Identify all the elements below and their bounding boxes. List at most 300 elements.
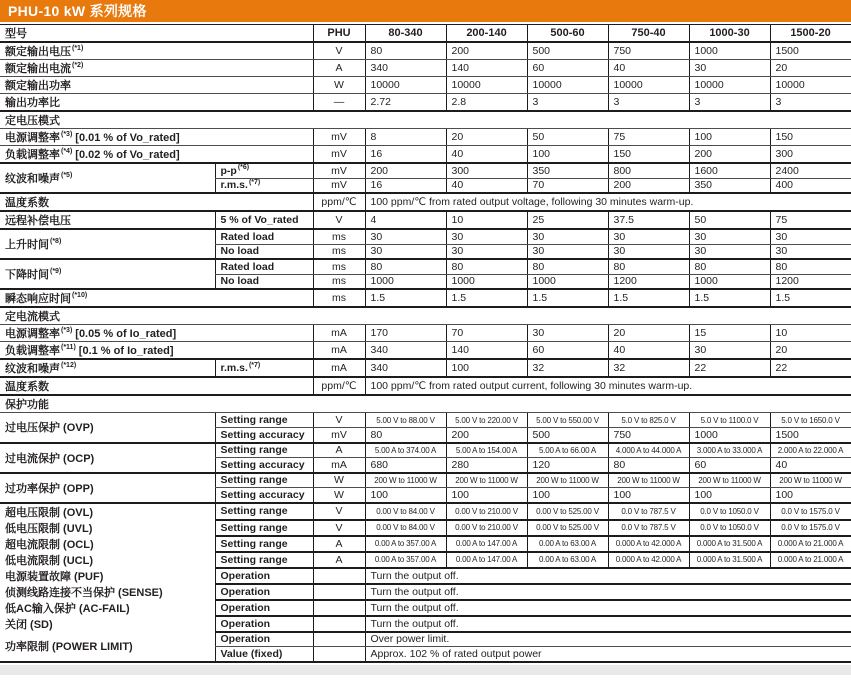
- page-footer-strip: [0, 665, 851, 675]
- spec-value: 60: [527, 342, 608, 360]
- spec-unit: mV: [313, 146, 365, 164]
- model-column-header: 500-60: [527, 25, 608, 43]
- spec-value: 10000: [770, 77, 851, 94]
- spec-value: 1.5: [608, 289, 689, 307]
- spec-unit: V: [313, 520, 365, 536]
- spec-unit: [313, 600, 365, 616]
- spec-value: 80: [365, 428, 446, 443]
- spec-value: 300: [446, 163, 527, 178]
- spec-table: [0, 24, 851, 663]
- spec-value: 60: [689, 458, 770, 473]
- spec-label: 输出功率比: [0, 94, 313, 112]
- spec-sublabel: Operation: [215, 600, 313, 616]
- spec-value: 0.00 V to 525.00 V: [527, 503, 608, 520]
- spec-value: 80: [365, 259, 446, 274]
- model-header-row: [0, 25, 851, 43]
- spec-value: 5.00 V to 220.00 V: [446, 413, 527, 428]
- spec-value: 25: [527, 211, 608, 229]
- spec-value: 70: [446, 325, 527, 342]
- spec-value: 0.00 A to 147.00 A: [446, 552, 527, 568]
- spec-unit: ppm/℃: [313, 377, 365, 395]
- spec-row: [0, 413, 851, 428]
- spec-label: 额定输出电压$^{(*1)}$: [0, 42, 313, 60]
- spec-row: [0, 503, 851, 520]
- spec-value: 100: [608, 488, 689, 503]
- spec-label: 过电压保护 (OVP): [0, 413, 215, 443]
- spec-value: 750: [608, 428, 689, 443]
- spec-row: [0, 359, 851, 377]
- spec-label: 负载调整率$^{(*11)}$ [0.1 % of Io_rated]: [0, 342, 313, 360]
- spec-value: 20: [608, 325, 689, 342]
- spec-value: 4.000 A to 44.000 A: [608, 443, 689, 458]
- spec-row: [0, 193, 851, 211]
- title-bar: [0, 0, 851, 22]
- spec-value: 0.000 A to 42.000 A: [608, 536, 689, 552]
- spec-value: 3: [608, 94, 689, 112]
- spec-value: 170: [365, 325, 446, 342]
- spec-value: 3: [527, 94, 608, 112]
- spec-unit: mV: [313, 129, 365, 146]
- spec-value: 0.00 V to 210.00 V: [446, 520, 527, 536]
- spec-sublabel: Operation: [215, 568, 313, 584]
- spec-sublabel: No load: [215, 274, 313, 289]
- spec-value: 0.0 V to 1575.0 V: [770, 520, 851, 536]
- spec-value: 1000: [689, 428, 770, 443]
- spec-value: 40: [608, 60, 689, 77]
- spec-unit: mA: [313, 325, 365, 342]
- section-label: 定电流模式: [0, 307, 851, 325]
- spec-value: 20: [446, 129, 527, 146]
- spec-value: 200: [365, 163, 446, 178]
- spec-unit: V: [313, 211, 365, 229]
- spec-value-span: 100 ppm/℃ from rated output voltage, following 30 minutes warm-up.: [365, 193, 851, 211]
- spec-value-span: Over power limit.: [365, 632, 851, 647]
- spec-row: [0, 632, 851, 647]
- spec-value: 200 W to 11000 W: [446, 473, 527, 488]
- spec-label: 纹波和噪声$^{(*12)}$: [0, 359, 215, 377]
- spec-value: 0.000 A to 31.500 A: [689, 552, 770, 568]
- spec-value: 0.0 V to 787.5 V: [608, 503, 689, 520]
- spec-row: [0, 77, 851, 94]
- spec-label: 纹波和噪声$^{(*5)}$: [0, 163, 215, 193]
- spec-label: 低AC输入保护 (AC-FAIL): [5, 602, 130, 615]
- spec-sublabel: No load: [215, 244, 313, 259]
- spec-value: 30: [446, 244, 527, 259]
- spec-value: 1000: [689, 274, 770, 289]
- spec-value: 0.00 A to 63.00 A: [527, 536, 608, 552]
- spec-value: 680: [365, 458, 446, 473]
- spec-value: 80: [446, 259, 527, 274]
- spec-sublabel: r.m.s.$^{(*7)}$: [215, 178, 313, 193]
- spec-value: 2.8: [446, 94, 527, 112]
- spec-unit: ms: [313, 229, 365, 244]
- spec-label: 温度系数: [0, 377, 313, 395]
- spec-row: [0, 42, 851, 60]
- spec-value: 10: [770, 325, 851, 342]
- spec-unit: [313, 616, 365, 632]
- spec-row: [0, 473, 851, 488]
- spec-value: 0.00 A to 63.00 A: [527, 552, 608, 568]
- spec-row: [0, 94, 851, 112]
- spec-label: 远程补偿电压: [0, 211, 215, 229]
- spec-value: 5.0 V to 1100.0 V: [689, 413, 770, 428]
- spec-value: 280: [446, 458, 527, 473]
- spec-value: 500: [527, 428, 608, 443]
- spec-row: [0, 259, 851, 274]
- spec-value: 140: [446, 342, 527, 360]
- spec-value-span: Turn the output off.: [365, 616, 851, 632]
- spec-unit: mV: [313, 178, 365, 193]
- spec-value: 1500: [770, 428, 851, 443]
- spec-value: 500: [527, 42, 608, 60]
- spec-value: 80: [608, 259, 689, 274]
- spec-unit: ppm/℃: [313, 193, 365, 211]
- spec-label: 电源调整率$^{(*3)}$ [0.05 % of Io_rated]: [0, 325, 313, 342]
- spec-value: 0.0 V to 1575.0 V: [770, 503, 851, 520]
- spec-value: 8: [365, 129, 446, 146]
- spec-row: [0, 520, 851, 536]
- spec-value: 30: [608, 244, 689, 259]
- model-column-header: 1500-20: [770, 25, 851, 43]
- spec-value: 50: [527, 129, 608, 146]
- spec-value: 3: [689, 94, 770, 112]
- spec-label: 负载调整率$^{(*4)}$ [0.02 % of Vo_rated]: [0, 146, 313, 164]
- spec-label: 关闭 (SD): [5, 618, 53, 631]
- spec-label: 电源装置故障 (PUF): [5, 570, 104, 583]
- spec-value: 100: [527, 488, 608, 503]
- spec-label: 超电压限制 (OVL): [5, 506, 93, 519]
- spec-value-span: Turn the output off.: [365, 568, 851, 584]
- spec-row: [0, 552, 851, 568]
- spec-value: 30: [770, 229, 851, 244]
- spec-value: 150: [608, 146, 689, 164]
- spec-label: 功率限制 (POWER LIMIT): [5, 641, 133, 653]
- spec-label: 额定输出电流$^{(*2)}$: [0, 60, 313, 77]
- spec-label: 额定输出功率: [0, 77, 313, 94]
- spec-value: 0.00 A to 357.00 A: [365, 552, 446, 568]
- spec-value-span: 100 ppm/℃ from rated output current, following 30 minutes warm-up.: [365, 377, 851, 395]
- spec-row: [0, 60, 851, 77]
- spec-value: 30: [770, 244, 851, 259]
- spec-value: 5.00 V to 550.00 V: [527, 413, 608, 428]
- spec-value: 1000: [689, 42, 770, 60]
- spec-row: [0, 536, 851, 552]
- spec-sublabel: Setting range: [215, 552, 313, 568]
- spec-value: 30: [608, 229, 689, 244]
- spec-row: [0, 325, 851, 342]
- spec-unit: W: [313, 473, 365, 488]
- spec-value: 50: [689, 211, 770, 229]
- spec-value: 80: [689, 259, 770, 274]
- spec-value: 200 W to 11000 W: [608, 473, 689, 488]
- spec-value-span: Approx. 102 % of rated output power: [365, 647, 851, 662]
- spec-value: 40: [446, 178, 527, 193]
- series-name: PHU: [313, 25, 365, 43]
- spec-unit: mA: [313, 342, 365, 360]
- spec-value: 3: [770, 94, 851, 112]
- spec-row: [0, 584, 851, 600]
- spec-sublabel: p-p$^{(*6)}$: [215, 163, 313, 178]
- spec-unit: A: [313, 536, 365, 552]
- model-column-header: 80-340: [365, 25, 446, 43]
- spec-value: 100: [689, 488, 770, 503]
- spec-unit: ms: [313, 289, 365, 307]
- spec-value: 37.5: [608, 211, 689, 229]
- spec-value: 200: [608, 178, 689, 193]
- spec-value: 0.00 A to 357.00 A: [365, 536, 446, 552]
- spec-row: [0, 163, 851, 178]
- spec-value: 3.000 A to 33.000 A: [689, 443, 770, 458]
- spec-value: 100: [689, 129, 770, 146]
- spec-value: 10: [446, 211, 527, 229]
- spec-value: 40: [770, 458, 851, 473]
- spec-value: 1000: [527, 274, 608, 289]
- spec-label: 侦测线路连接不当保护 (SENSE): [5, 586, 163, 599]
- spec-value: 2.72: [365, 94, 446, 112]
- spec-value: 100: [770, 488, 851, 503]
- spec-label: 低电压限制 (UVL): [5, 522, 93, 535]
- spec-row: [0, 568, 851, 584]
- page-title: PHU-10 kW 系列规格: [8, 3, 147, 19]
- spec-value: 200 W to 11000 W: [527, 473, 608, 488]
- spec-value: 10000: [527, 77, 608, 94]
- spec-value: 75: [770, 211, 851, 229]
- spec-value: 30: [365, 244, 446, 259]
- spec-value: 0.0 V to 787.5 V: [608, 520, 689, 536]
- spec-row: [0, 289, 851, 307]
- spec-sublabel: Operation: [215, 616, 313, 632]
- spec-unit: mA: [313, 359, 365, 377]
- spec-value: 32: [608, 359, 689, 377]
- spec-unit: —: [313, 94, 365, 112]
- spec-value: 0.0 V to 1050.0 V: [689, 520, 770, 536]
- spec-row: [0, 377, 851, 395]
- section-row: [0, 111, 851, 129]
- spec-sublabel: Setting range: [215, 520, 313, 536]
- spec-value: 10000: [689, 77, 770, 94]
- spec-value: 5.0 V to 1650.0 V: [770, 413, 851, 428]
- spec-value: 80: [527, 259, 608, 274]
- spec-value: 20: [770, 342, 851, 360]
- spec-value: 32: [527, 359, 608, 377]
- spec-value: 200 W to 11000 W: [689, 473, 770, 488]
- spec-value: 300: [770, 146, 851, 164]
- spec-value: 0.00 V to 525.00 V: [527, 520, 608, 536]
- spec-value: 30: [365, 229, 446, 244]
- spec-unit: mV: [313, 428, 365, 443]
- spec-value: 1.5: [446, 289, 527, 307]
- spec-value: 340: [365, 60, 446, 77]
- spec-value: 10000: [608, 77, 689, 94]
- spec-value: 0.000 A to 42.000 A: [608, 552, 689, 568]
- spec-value: 75: [608, 129, 689, 146]
- spec-value: 15: [689, 325, 770, 342]
- spec-value: 30: [446, 229, 527, 244]
- spec-unit: mA: [313, 458, 365, 473]
- spec-value: 80: [770, 259, 851, 274]
- spec-value: 80: [608, 458, 689, 473]
- model-header-label: 型号: [0, 25, 313, 43]
- spec-row: [0, 129, 851, 146]
- spec-sublabel: Operation: [215, 632, 313, 647]
- spec-unit: mV: [313, 163, 365, 178]
- spec-value: 1000: [365, 274, 446, 289]
- spec-sublabel: Setting range: [215, 503, 313, 520]
- spec-value: 100: [446, 359, 527, 377]
- spec-unit: V: [313, 413, 365, 428]
- spec-label: 低电流限制 (UCL): [5, 554, 93, 567]
- spec-unit: V: [313, 42, 365, 60]
- spec-label: 电源调整率$^{(*3)}$ [0.01 % of Vo_rated]: [0, 129, 313, 146]
- section-label: 保护功能: [0, 395, 851, 413]
- spec-sublabel: Rated load: [215, 229, 313, 244]
- spec-value: 5.00 A to 374.00 A: [365, 443, 446, 458]
- spec-sublabel: Setting range: [215, 473, 313, 488]
- spec-value: 1.5: [365, 289, 446, 307]
- spec-unit: W: [313, 77, 365, 94]
- spec-sublabel: Setting accuracy: [215, 458, 313, 473]
- spec-value: 10000: [365, 77, 446, 94]
- spec-value: 16: [365, 178, 446, 193]
- spec-sublabel: Operation: [215, 584, 313, 600]
- spec-value: 30: [527, 244, 608, 259]
- spec-value: 0.000 A to 21.000 A: [770, 536, 851, 552]
- spec-unit: A: [313, 443, 365, 458]
- spec-value: 40: [608, 342, 689, 360]
- spec-value: 0.0 V to 1050.0 V: [689, 503, 770, 520]
- spec-value: 20: [770, 60, 851, 77]
- spec-value: 80: [365, 42, 446, 60]
- model-column-header: 1000-30: [689, 25, 770, 43]
- spec-row: [0, 146, 851, 164]
- spec-value: 400: [770, 178, 851, 193]
- spec-value: 1000: [446, 274, 527, 289]
- spec-row: [0, 616, 851, 632]
- spec-row: [0, 211, 851, 229]
- spec-value: 30: [689, 229, 770, 244]
- spec-table-body: [0, 42, 851, 662]
- spec-value: 5.0 V to 825.0 V: [608, 413, 689, 428]
- spec-value: 70: [527, 178, 608, 193]
- spec-label: 过电流保护 (OCP): [0, 443, 215, 473]
- spec-value: 2.000 A to 22.000 A: [770, 443, 851, 458]
- spec-unit: [313, 632, 365, 647]
- spec-value: 5.00 V to 88.00 V: [365, 413, 446, 428]
- spec-value: 150: [770, 129, 851, 146]
- spec-value: 750: [608, 42, 689, 60]
- spec-sublabel: 5 % of Vo_rated: [215, 211, 313, 229]
- spec-value: 120: [527, 458, 608, 473]
- spec-sublabel: Rated load: [215, 259, 313, 274]
- spec-value: 0.00 V to 210.00 V: [446, 503, 527, 520]
- spec-value: 0.00 V to 84.00 V: [365, 520, 446, 536]
- spec-value: 140: [446, 60, 527, 77]
- spec-sublabel: Value (fixed): [215, 647, 313, 662]
- spec-value: 30: [689, 244, 770, 259]
- spec-sublabel: Setting range: [215, 413, 313, 428]
- spec-value: 0.000 A to 21.000 A: [770, 552, 851, 568]
- spec-value: 200: [446, 42, 527, 60]
- spec-value: 22: [689, 359, 770, 377]
- spec-value: 1.5: [527, 289, 608, 307]
- spec-value: 350: [527, 163, 608, 178]
- spec-value: 1500: [770, 42, 851, 60]
- spec-unit: W: [313, 488, 365, 503]
- spec-value: 10000: [446, 77, 527, 94]
- spec-value: 1600: [689, 163, 770, 178]
- spec-unit: ms: [313, 244, 365, 259]
- spec-unit: V: [313, 503, 365, 520]
- spec-row: [0, 229, 851, 244]
- section-row: [0, 395, 851, 413]
- spec-value-span: Turn the output off.: [365, 584, 851, 600]
- spec-value: 200 W to 11000 W: [770, 473, 851, 488]
- section-row: [0, 307, 851, 325]
- spec-value: 5.00 A to 154.00 A: [446, 443, 527, 458]
- spec-value: 200: [689, 146, 770, 164]
- spec-unit: A: [313, 552, 365, 568]
- spec-value: 1.5: [770, 289, 851, 307]
- spec-row: [0, 342, 851, 360]
- spec-value: 5.00 A to 66.00 A: [527, 443, 608, 458]
- spec-value: 4: [365, 211, 446, 229]
- spec-label: 过功率保护 (OPP): [0, 473, 215, 503]
- spec-value: 30: [689, 60, 770, 77]
- spec-value: 100: [365, 488, 446, 503]
- spec-label: 温度系数: [0, 193, 313, 211]
- spec-value: 800: [608, 163, 689, 178]
- spec-value: 100: [446, 488, 527, 503]
- spec-row: [0, 600, 851, 616]
- spec-unit: [313, 568, 365, 584]
- spec-value: 0.000 A to 31.500 A: [689, 536, 770, 552]
- spec-value: 60: [527, 60, 608, 77]
- spec-unit: A: [313, 60, 365, 77]
- spec-value: 200 W to 11000 W: [365, 473, 446, 488]
- spec-unit: [313, 647, 365, 662]
- spec-value: 1200: [608, 274, 689, 289]
- spec-value: 2400: [770, 163, 851, 178]
- spec-label: 上升时间$^{(*8)}$: [0, 229, 215, 259]
- spec-value: 30: [527, 229, 608, 244]
- spec-label: 瞬态响应时间$^{(*10)}$: [0, 289, 313, 307]
- spec-value: 340: [365, 359, 446, 377]
- spec-label: 超电流限制 (OCL): [5, 538, 94, 551]
- spec-value: 350: [689, 178, 770, 193]
- spec-value: 30: [689, 342, 770, 360]
- spec-row: [0, 443, 851, 458]
- spec-sublabel: Setting range: [215, 536, 313, 552]
- spec-value: 100: [527, 146, 608, 164]
- spec-value: 340: [365, 342, 446, 360]
- spec-value: 30: [527, 325, 608, 342]
- spec-unit: ms: [313, 274, 365, 289]
- spec-value: 1.5: [689, 289, 770, 307]
- spec-sublabel: r.m.s.$^{(*7)}$: [215, 359, 313, 377]
- spec-unit: [313, 584, 365, 600]
- spec-sublabel: Setting range: [215, 443, 313, 458]
- spec-value: 0.00 V to 84.00 V: [365, 503, 446, 520]
- spec-value: 16: [365, 146, 446, 164]
- spec-sublabel: Setting accuracy: [215, 428, 313, 443]
- model-column-header: 200-140: [446, 25, 527, 43]
- spec-value-span: Turn the output off.: [365, 600, 851, 616]
- spec-value: 22: [770, 359, 851, 377]
- spec-unit: ms: [313, 259, 365, 274]
- spec-label: 下降时间$^{(*9)}$: [0, 259, 215, 289]
- spec-sublabel: Setting accuracy: [215, 488, 313, 503]
- spec-value: 1200: [770, 274, 851, 289]
